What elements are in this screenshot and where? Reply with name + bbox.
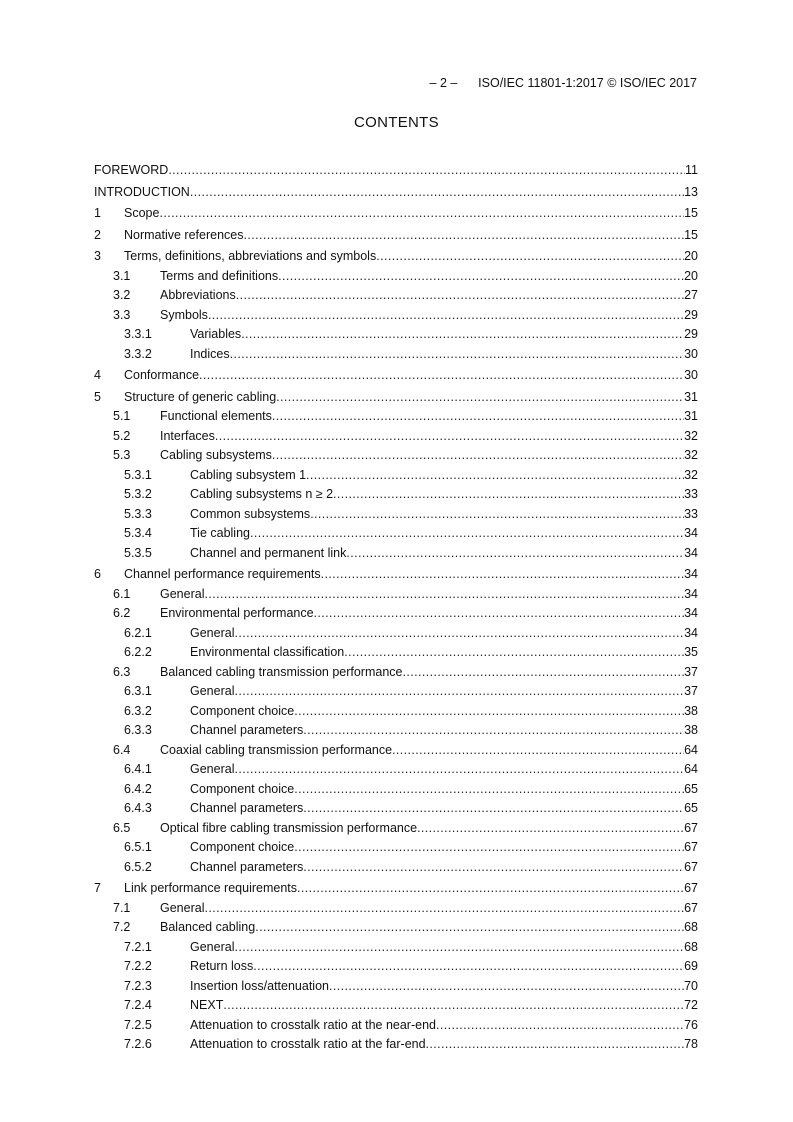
toc-entry-page: 35 bbox=[684, 645, 698, 659]
toc-entry-number: 7.1 bbox=[113, 900, 131, 915]
toc-entry[interactable] bbox=[94, 918, 698, 938]
toc-entry-title: Environmental performance bbox=[160, 606, 314, 620]
dot-leader bbox=[159, 204, 684, 224]
toc-entry[interactable] bbox=[94, 899, 698, 919]
toc-entry[interactable] bbox=[94, 643, 698, 663]
toc-entry-title: Normative references bbox=[124, 227, 244, 242]
toc-entry[interactable] bbox=[94, 505, 698, 525]
toc-entry[interactable] bbox=[94, 247, 698, 267]
toc-entry[interactable] bbox=[94, 204, 698, 224]
dot-leader bbox=[168, 161, 685, 181]
toc-entry-title: Component choice bbox=[190, 840, 295, 854]
toc-entry-title: Terms, definitions, abbreviations and symbols bbox=[124, 249, 377, 263]
toc-entry[interactable] bbox=[94, 226, 698, 246]
dot-leader bbox=[303, 799, 684, 819]
dot-leader bbox=[199, 366, 684, 386]
dot-leader bbox=[253, 957, 684, 977]
dot-leader bbox=[436, 1016, 684, 1036]
toc-entry-number: 6.5.2 bbox=[124, 859, 152, 874]
toc-entry-title: Interfaces bbox=[160, 428, 215, 443]
dot-leader bbox=[234, 938, 684, 958]
toc-entry[interactable] bbox=[94, 306, 698, 326]
toc-entry[interactable] bbox=[94, 760, 698, 780]
dot-leader bbox=[294, 838, 684, 858]
toc-entry-number: 3.3.1 bbox=[124, 327, 152, 341]
dot-leader bbox=[314, 604, 685, 624]
toc-entry-title: Component choice bbox=[190, 703, 295, 718]
toc-entry-page: 78 bbox=[684, 1037, 698, 1051]
dot-leader bbox=[294, 702, 684, 722]
dot-leader bbox=[417, 819, 684, 839]
toc-entry-title: General bbox=[160, 900, 205, 915]
toc-entry-page: 34 bbox=[684, 586, 698, 601]
toc-entry-title: Return loss bbox=[190, 959, 254, 973]
dot-leader bbox=[346, 544, 684, 564]
toc-entry-title: Symbols bbox=[160, 307, 208, 322]
toc-entry-number: 6.3.3 bbox=[124, 723, 152, 737]
toc-entry-title: Attenuation to crosstalk ratio at the far-end bbox=[190, 1037, 426, 1051]
dot-leader bbox=[215, 427, 684, 447]
toc-entry-title: General bbox=[190, 762, 235, 776]
toc-entry-title: Cabling subsystems n ≥ 2 bbox=[190, 487, 334, 501]
toc-entry-page: 20 bbox=[684, 268, 698, 283]
toc-entry-title: Channel parameters bbox=[190, 801, 304, 815]
dot-leader bbox=[376, 247, 684, 267]
dot-leader bbox=[234, 760, 684, 780]
toc-entry-number: 5.2 bbox=[113, 428, 131, 443]
toc-entry-number: 6.4 bbox=[113, 742, 131, 757]
toc-entry[interactable] bbox=[94, 819, 698, 839]
toc-entry-number: 7.2 bbox=[113, 920, 131, 934]
dot-leader bbox=[230, 345, 684, 365]
toc-entry[interactable] bbox=[94, 466, 698, 486]
toc-entry-page: 32 bbox=[684, 467, 698, 482]
toc-entry-number: 5.3.3 bbox=[124, 506, 152, 521]
toc-entry-page: 34 bbox=[684, 567, 698, 581]
toc-entry[interactable] bbox=[94, 446, 698, 466]
toc-entry-page: 32 bbox=[684, 428, 698, 443]
toc-entry-page: 34 bbox=[684, 526, 698, 540]
dot-leader bbox=[333, 485, 684, 505]
toc-entry-number: 7.2.1 bbox=[124, 939, 152, 954]
toc-entry-number: 7.2.2 bbox=[124, 959, 152, 973]
toc-entry[interactable] bbox=[94, 325, 698, 345]
toc-entry[interactable] bbox=[94, 565, 698, 585]
toc-entry-title: Scope bbox=[124, 206, 160, 220]
toc-entry-page: 34 bbox=[684, 606, 698, 620]
toc-entry-title: General bbox=[160, 586, 205, 601]
dot-leader bbox=[306, 466, 684, 486]
toc-entry-page: 65 bbox=[684, 781, 698, 796]
toc-entry[interactable] bbox=[94, 702, 698, 722]
toc-entry-page: 67 bbox=[684, 820, 698, 835]
toc-entry[interactable] bbox=[94, 663, 698, 683]
toc-entry-title: Tie cabling bbox=[190, 526, 250, 540]
toc-entry[interactable] bbox=[94, 938, 698, 958]
toc-entry-number: 1 bbox=[94, 206, 101, 220]
toc-entry-title: Functional elements bbox=[160, 409, 272, 423]
dot-leader bbox=[234, 624, 684, 644]
toc-entry-title: Cabling subsystem 1 bbox=[190, 467, 307, 482]
toc-entry-number: 7.2.6 bbox=[124, 1037, 152, 1051]
toc-entry-page: 15 bbox=[684, 206, 698, 220]
toc-entry-page: 31 bbox=[684, 389, 698, 404]
dot-leader bbox=[244, 226, 685, 246]
dot-leader bbox=[204, 585, 684, 605]
toc-entry-number: 6.3.2 bbox=[124, 703, 152, 718]
toc-entry-page: 20 bbox=[684, 249, 698, 263]
toc-entry-title: Conformance bbox=[124, 368, 200, 382]
dot-leader bbox=[403, 663, 685, 683]
dot-leader bbox=[272, 446, 684, 466]
toc-entry-number: 6.3.1 bbox=[124, 684, 152, 698]
dot-leader bbox=[276, 388, 684, 408]
toc-entry-page: 67 bbox=[684, 840, 698, 854]
toc-entry-number: 3 bbox=[94, 249, 101, 263]
toc-entry-title: Structure of generic cabling bbox=[124, 389, 277, 404]
toc-entry-page: 11 bbox=[685, 163, 698, 177]
dot-leader bbox=[255, 918, 684, 938]
toc-entry[interactable] bbox=[94, 161, 698, 181]
toc-entry-title: Channel and permanent link bbox=[190, 545, 347, 560]
toc-entry-page: 13 bbox=[684, 184, 698, 199]
toc-entry-number: 6.5.1 bbox=[124, 840, 152, 854]
toc-entry-page: 30 bbox=[684, 346, 698, 361]
toc-entry-page: 70 bbox=[684, 978, 698, 993]
toc-entry-number: 6.5 bbox=[113, 820, 131, 835]
toc-entry[interactable] bbox=[94, 1035, 698, 1055]
toc-entry-page: 37 bbox=[684, 664, 698, 679]
toc-entry[interactable] bbox=[94, 604, 698, 624]
dot-leader bbox=[344, 643, 684, 663]
toc-entry-number: 6.1 bbox=[113, 586, 131, 601]
toc-entry-number: 6.4.2 bbox=[124, 781, 152, 796]
toc-entry-page: 68 bbox=[684, 920, 698, 934]
toc-entry-title: Balanced cabling transmission performance bbox=[160, 664, 403, 679]
toc-entry-title: Insertion loss/attenuation bbox=[190, 978, 329, 993]
toc-entry[interactable] bbox=[94, 780, 698, 800]
toc-entry[interactable] bbox=[94, 838, 698, 858]
toc-entry[interactable] bbox=[94, 183, 698, 203]
dot-leader bbox=[321, 565, 684, 585]
toc-entry-page: 32 bbox=[684, 448, 698, 462]
toc-entry[interactable] bbox=[94, 858, 698, 878]
toc-entry-number: 5 bbox=[94, 389, 101, 404]
toc-entry-page: 15 bbox=[684, 227, 698, 242]
toc-entry-number: 5.3.2 bbox=[124, 487, 152, 501]
toc-entry[interactable] bbox=[94, 544, 698, 564]
toc-entry-number: 5.3.1 bbox=[124, 467, 152, 482]
toc-entry-page: 34 bbox=[684, 545, 698, 560]
page-number: – 2 – bbox=[429, 76, 458, 90]
document-reference: ISO/IEC 11801-1:2017 © ISO/IEC 2017 bbox=[478, 76, 697, 90]
toc-entry-number: 6.4.3 bbox=[124, 801, 152, 815]
toc-entry-number: 6 bbox=[94, 567, 101, 581]
toc-entry-title: Channel performance requirements bbox=[124, 567, 321, 581]
toc-entry-title: Coaxial cabling transmission performance bbox=[160, 742, 393, 757]
toc-entry-title: NEXT bbox=[190, 998, 224, 1012]
toc-entry-title: General bbox=[190, 625, 235, 640]
dot-leader bbox=[190, 183, 684, 203]
toc-entry-title: Optical fibre cabling transmission performance bbox=[160, 820, 418, 835]
toc-entry-number: 3.3 bbox=[113, 307, 131, 322]
toc-entry-page: 38 bbox=[684, 703, 698, 718]
toc-entry[interactable] bbox=[94, 585, 698, 605]
toc-entry[interactable] bbox=[94, 957, 698, 977]
toc-entry[interactable] bbox=[94, 682, 698, 702]
toc-entry[interactable] bbox=[94, 267, 698, 287]
toc-entry[interactable] bbox=[94, 524, 698, 544]
toc-entry-number: 7.2.5 bbox=[124, 1017, 152, 1032]
toc-entry[interactable] bbox=[94, 977, 698, 997]
toc-entry-title: General bbox=[190, 684, 235, 698]
toc-entry-number: 2 bbox=[94, 227, 101, 242]
toc-entry[interactable] bbox=[94, 407, 698, 427]
toc-entry-page: 27 bbox=[684, 288, 698, 302]
dot-leader bbox=[234, 682, 684, 702]
dot-leader bbox=[297, 879, 684, 899]
toc-entry-title: Variables bbox=[190, 327, 242, 341]
toc-entry-page: 68 bbox=[684, 939, 698, 954]
toc-entry-page: 64 bbox=[684, 742, 698, 757]
toc-entry[interactable] bbox=[94, 799, 698, 819]
toc-entry[interactable] bbox=[94, 427, 698, 447]
toc-entry-title: Attenuation to crosstalk ratio at the near-end bbox=[190, 1017, 436, 1032]
dot-leader bbox=[329, 977, 684, 997]
toc-entry-number: 7.2.3 bbox=[124, 978, 152, 993]
toc-entry-number: 3.3.2 bbox=[124, 346, 152, 361]
toc-entry-number: 4 bbox=[94, 368, 101, 382]
toc-entry-page: 37 bbox=[684, 684, 698, 698]
toc-entry-title: Indices bbox=[190, 346, 230, 361]
toc-entry-page: 33 bbox=[684, 506, 698, 521]
toc-entry-page: 29 bbox=[684, 307, 698, 322]
toc-entry-page: 30 bbox=[684, 368, 698, 382]
toc-entry-title: Cabling subsystems bbox=[160, 448, 272, 462]
toc-entry-page: 34 bbox=[684, 625, 698, 640]
toc-entry[interactable] bbox=[94, 624, 698, 644]
toc-entry-page: 67 bbox=[684, 859, 698, 874]
dot-leader bbox=[278, 267, 684, 287]
toc-entry-page: 29 bbox=[684, 327, 698, 341]
toc-entry-number: 5.3.4 bbox=[124, 526, 152, 540]
dot-leader bbox=[303, 721, 684, 741]
toc-entry-number: 6.2.1 bbox=[124, 625, 152, 640]
toc-entry[interactable] bbox=[94, 485, 698, 505]
toc-entry-page: 67 bbox=[684, 881, 698, 895]
toc-entry-number: 5.1 bbox=[113, 409, 131, 423]
table-of-contents bbox=[94, 159, 698, 1055]
toc-entry-title: Channel parameters bbox=[190, 723, 304, 737]
toc-entry-number: 7.2.4 bbox=[124, 998, 152, 1012]
dot-leader bbox=[310, 505, 684, 525]
toc-entry[interactable] bbox=[94, 286, 698, 306]
toc-entry-page: 76 bbox=[684, 1017, 698, 1032]
running-header bbox=[430, 76, 697, 90]
dot-leader bbox=[426, 1035, 685, 1055]
dot-leader bbox=[272, 407, 684, 427]
toc-entry-title: FOREWORD bbox=[94, 163, 169, 177]
toc-entry[interactable] bbox=[94, 741, 698, 761]
page-title: CONTENTS bbox=[354, 114, 439, 131]
toc-entry-number: 3.1 bbox=[113, 268, 131, 283]
toc-entry-page: 65 bbox=[684, 801, 698, 815]
toc-entry-page: 33 bbox=[684, 487, 698, 501]
toc-entry[interactable] bbox=[94, 1016, 698, 1036]
toc-entry[interactable] bbox=[94, 345, 698, 365]
toc-entry-title: Balanced cabling bbox=[160, 920, 256, 934]
toc-entry-title: Common subsystems bbox=[190, 506, 311, 521]
toc-entry-number: 6.2 bbox=[113, 606, 131, 620]
dot-leader bbox=[241, 325, 684, 345]
dot-leader bbox=[250, 524, 684, 544]
toc-entry-number: 7 bbox=[94, 881, 101, 895]
toc-entry-title: Abbreviations bbox=[160, 288, 236, 302]
toc-entry-page: 64 bbox=[684, 762, 698, 776]
toc-entry-page: 72 bbox=[684, 998, 698, 1012]
toc-entry[interactable] bbox=[94, 879, 698, 899]
dot-leader bbox=[223, 996, 684, 1016]
toc-entry-title: INTRODUCTION bbox=[94, 184, 190, 199]
dot-leader bbox=[236, 286, 684, 306]
dot-leader bbox=[208, 306, 684, 326]
toc-entry-number: 5.3 bbox=[113, 448, 131, 462]
toc-entry-title: Environmental classification bbox=[190, 645, 345, 659]
toc-entry[interactable] bbox=[94, 721, 698, 741]
toc-entry-number: 6.3 bbox=[113, 664, 131, 679]
dot-leader bbox=[294, 780, 684, 800]
toc-entry-title: General bbox=[190, 939, 235, 954]
toc-entry-number: 6.2.2 bbox=[124, 645, 152, 659]
dot-leader bbox=[303, 858, 684, 878]
toc-entry-page: 69 bbox=[684, 959, 698, 973]
toc-entry-page: 38 bbox=[684, 723, 698, 737]
toc-entry-title: Terms and definitions bbox=[160, 268, 279, 283]
toc-entry-page: 67 bbox=[684, 900, 698, 915]
toc-entry-page: 31 bbox=[684, 409, 698, 423]
toc-entry[interactable] bbox=[94, 388, 698, 408]
toc-entry[interactable] bbox=[94, 996, 698, 1016]
dot-leader bbox=[204, 899, 684, 919]
toc-entry-title: Component choice bbox=[190, 781, 295, 796]
toc-entry-title: Link performance requirements bbox=[124, 881, 297, 895]
toc-entry-title: Channel parameters bbox=[190, 859, 304, 874]
toc-entry-number: 3.2 bbox=[113, 288, 131, 302]
toc-entry[interactable] bbox=[94, 366, 698, 386]
toc-entry-number: 6.4.1 bbox=[124, 762, 152, 776]
toc-entry-number: 5.3.5 bbox=[124, 545, 152, 560]
dot-leader bbox=[392, 741, 684, 761]
